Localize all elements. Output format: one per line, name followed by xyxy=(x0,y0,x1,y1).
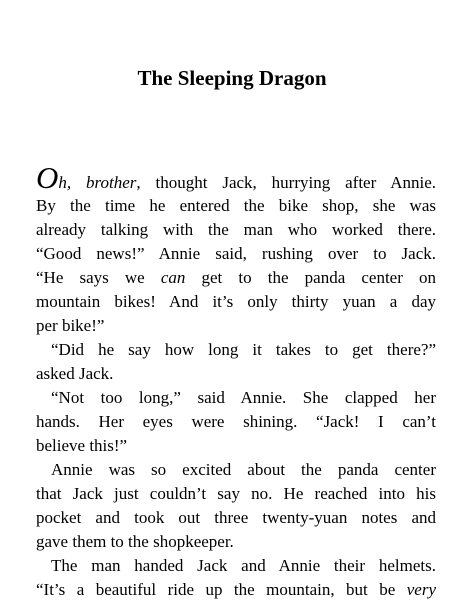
text-line-12: believe this!” xyxy=(36,436,128,455)
text-line-5 xyxy=(36,266,436,290)
text-line-7: per bike!” xyxy=(36,316,105,335)
text-line-11: hands. Her eyes were shining. “Jack! I can’t xyxy=(36,412,436,431)
text-line-14: that Jack just couldn’t say no. He reached into his xyxy=(36,484,436,503)
italic-phrase: h, brother xyxy=(58,173,137,192)
text-line-10: “Not too long,” said Annie. She clapped her xyxy=(51,388,436,407)
text-line-13: Annie was so excited about the panda center xyxy=(51,460,436,479)
text-segment: get to the panda center on xyxy=(185,268,437,287)
text-line-18 xyxy=(36,578,436,602)
italic-word: very xyxy=(406,580,436,599)
drop-cap: O xyxy=(36,160,59,195)
text-line-17: The man handed Jack and Annie their helmets. xyxy=(51,556,436,575)
text-line-2: By the time he entered the bike shop, she was xyxy=(36,196,436,215)
chapter-title: The Sleeping Dragon xyxy=(137,66,327,90)
italic-word: can xyxy=(160,268,186,287)
text-line-1 xyxy=(36,160,436,195)
text-line-9: asked Jack. xyxy=(36,364,114,383)
text-line-8: “Did he say how long it takes to get there?” xyxy=(51,340,436,359)
text-line-4: “Good news!” Annie said, rushing over to Jack. xyxy=(36,244,436,263)
text-line-6: mountain bikes! And it’s only thirty yuan a day xyxy=(36,292,436,311)
text-segment: “He says we xyxy=(36,268,161,287)
text-line-3: already talking with the man who worked there. xyxy=(36,220,436,239)
text-line-15: pocket and took out three twenty-yuan notes and xyxy=(36,508,436,527)
text-segment: “It’s a beautiful ride up the mountain, but be xyxy=(36,580,407,599)
text-segment: , thought Jack, hurrying after Annie. xyxy=(136,173,436,192)
text-line-16: gave them to the shopkeeper. xyxy=(36,532,234,551)
